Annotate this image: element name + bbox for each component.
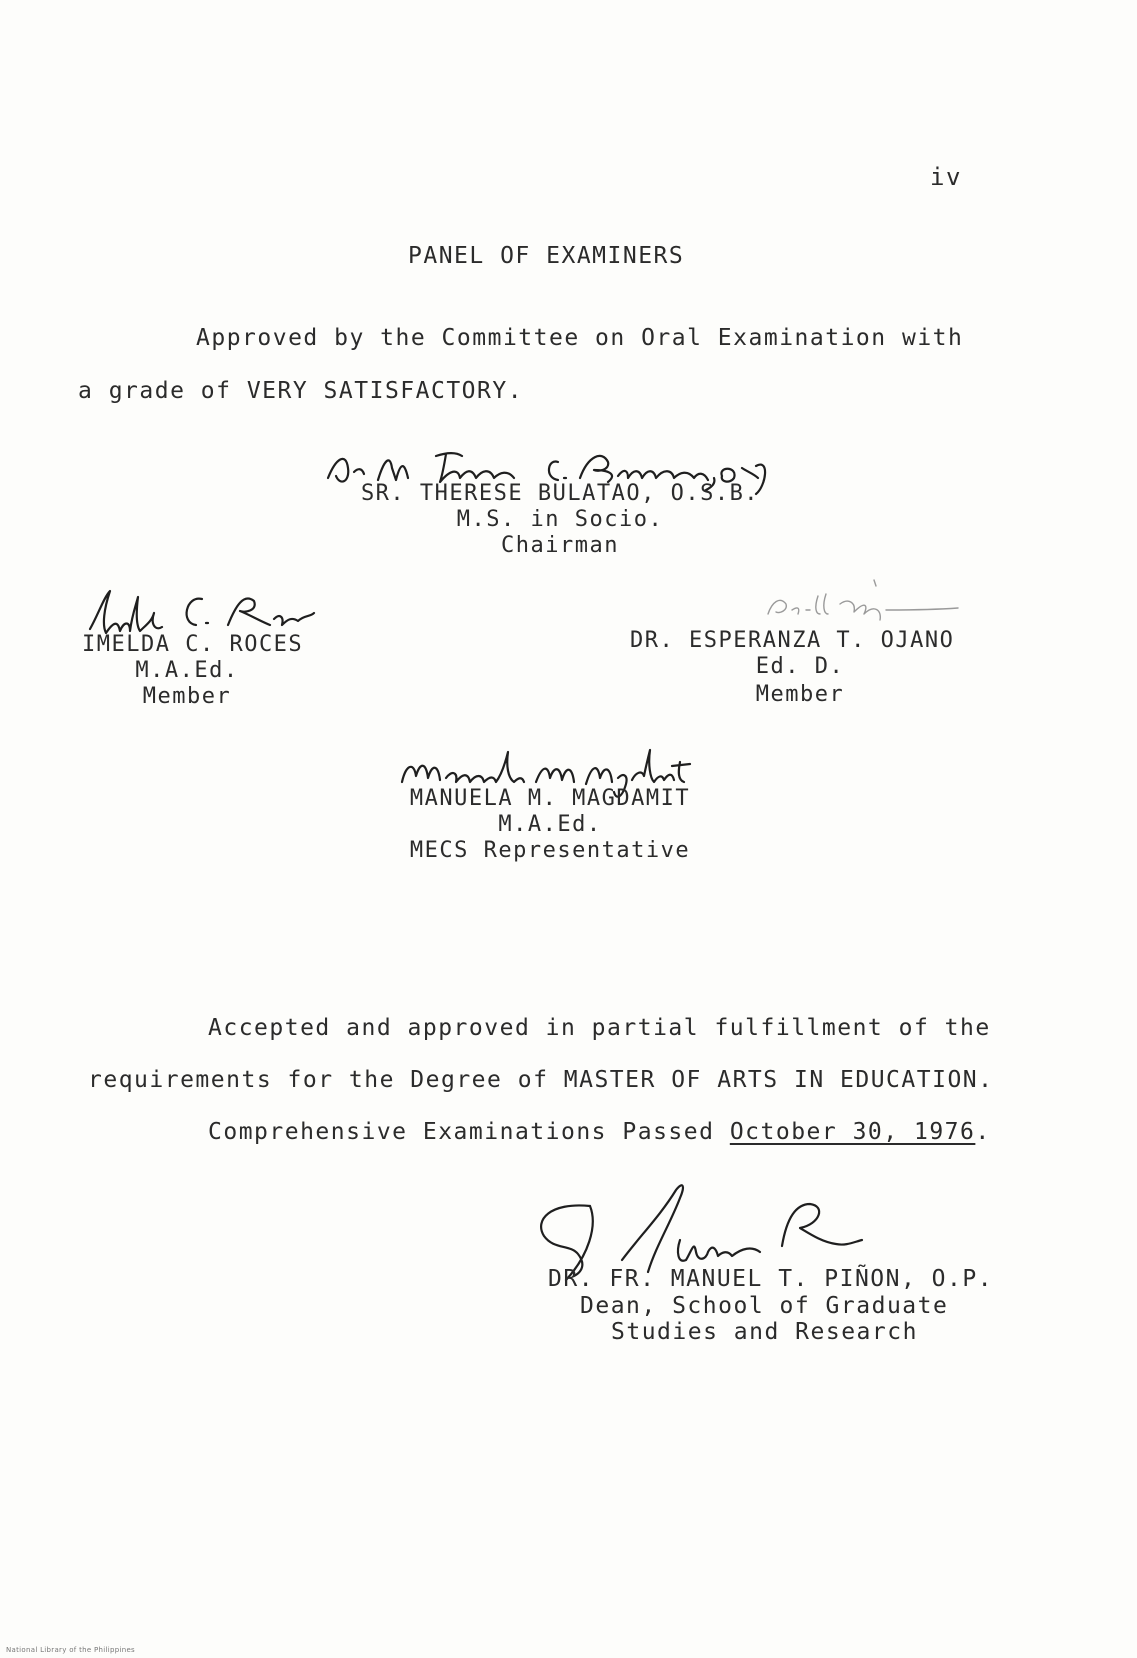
page-number: iv [930,163,962,191]
chairman-role: Chairman [501,533,619,558]
acceptance-line-2: requirements for the Degree of MASTER OF ARTS IN EDUCATION. [88,1067,994,1093]
exam-date-period: . [975,1119,991,1145]
intro-line-1: Approved by the Committee on Oral Examination with [196,325,964,351]
imelda-role: Member [142,684,232,709]
dean-title-2: Studies and Research [611,1319,918,1345]
magdamit-role: MECS Representative [409,838,691,863]
ojano-signature [762,576,972,626]
imelda-degree: M.A.Ed. [135,658,239,683]
ojano-role: Member [755,682,845,707]
acceptance-line-1: Accepted and approved in partial fulfillment of the [208,1015,991,1041]
page-title: PANEL OF EXAMINERS [408,243,685,269]
chairman-name: SR. THERESE BULATAO, O.S.B. [360,481,760,506]
dean-name: DR. FR. MANUEL T. PIÑON, O.P. [548,1266,994,1292]
exam-passed-label: Comprehensive Examinations Passed [208,1119,730,1145]
magdamit-degree: M.A.Ed. [498,812,602,837]
magdamit-name: MANUELA M. MAGDAMIT [409,786,691,811]
ojano-degree: Ed. D. [755,654,845,679]
ojano-name: DR. ESPERANZA T. OJANO [630,628,955,653]
dean-title-1: Dean, School of Graduate [580,1293,949,1319]
intro-line-2: a grade of VERY SATISFACTORY. [78,378,524,404]
exam-date: October 30, 1976 [729,1119,976,1145]
imelda-name: IMELDA C. ROCES [82,632,304,657]
scan-footer: National Library of the Philippines [6,1646,135,1654]
chairman-degree: M.S. in Socio. [456,507,664,532]
acceptance-line-3 [208,1121,991,1144]
